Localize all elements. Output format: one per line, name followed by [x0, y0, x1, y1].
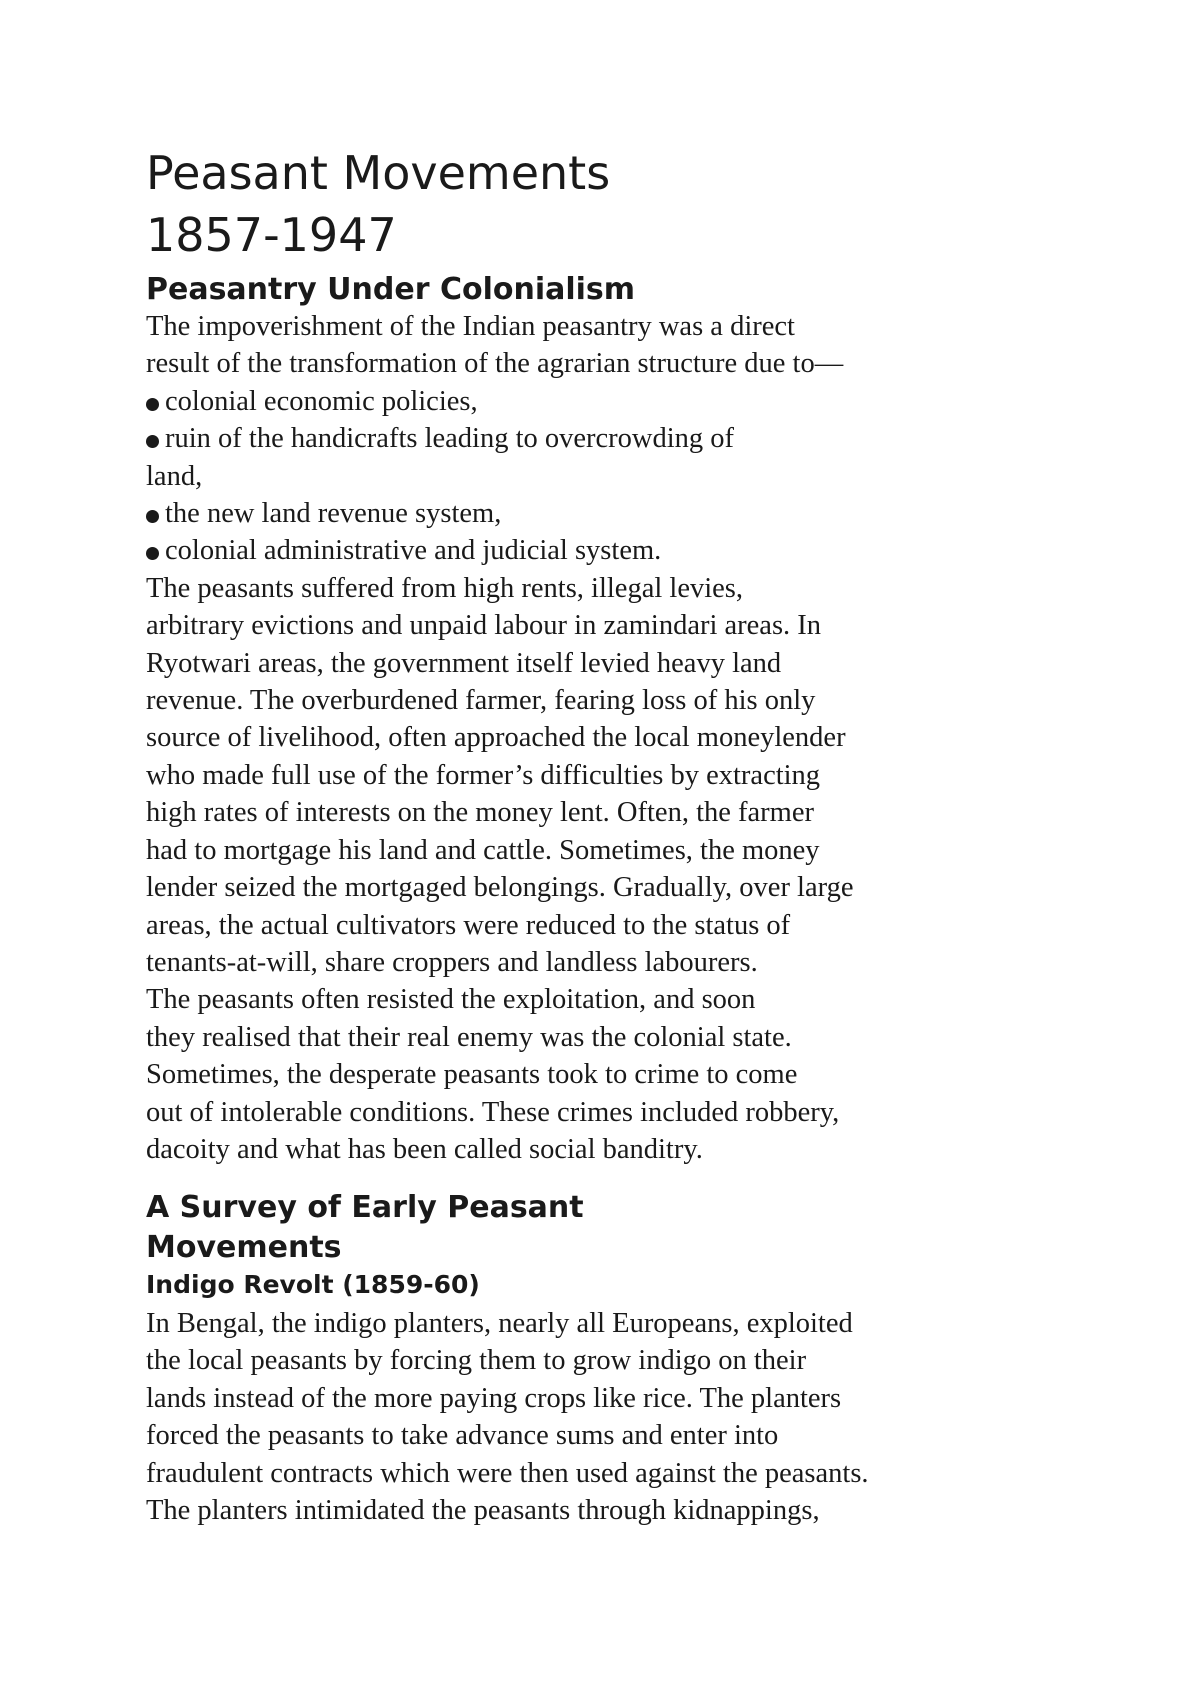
text-line: tenants-at-will, share croppers and landless labourers.: [146, 946, 758, 978]
bullet-text: the new land revenue system,: [165, 498, 502, 530]
section-heading-peasantry: Peasantry Under Colonialism: [146, 272, 636, 307]
bullet-text: colonial administrative and judicial system.: [165, 535, 662, 567]
heading-line: A Survey of Early Peasant: [146, 1190, 584, 1225]
text-line: Sometimes, the desperate peasants took to crime to come: [146, 1059, 798, 1091]
title-line: 1857-1947: [146, 208, 397, 262]
text-line: lands instead of the more paying crops like rice. The planters: [146, 1382, 842, 1414]
bullet-item: [146, 383, 1106, 420]
text-line: dacoity and what has been called social banditry.: [146, 1133, 703, 1165]
text-line: result of the transformation of the agrarian structure due to—: [146, 348, 844, 380]
text-line: In Bengal, the indigo planters, nearly all Europeans, exploited: [146, 1308, 853, 1339]
title-line: Peasant Movements: [146, 146, 611, 200]
text-line: areas, the actual cultivators were reduced to the status of: [146, 909, 791, 941]
text-line: lender seized the mortgaged belongings. Gradually, over large: [146, 872, 854, 904]
bullet-icon: [146, 547, 159, 560]
text-line: The peasants suffered from high rents, illegal levies,: [146, 572, 743, 604]
document-title: [146, 142, 610, 266]
text-line: source of livelihood, often approached the local moneylender: [146, 722, 846, 754]
text-line: The planters intimidated the peasants through kidnappings,: [146, 1495, 820, 1527]
section-heading-survey: [146, 1188, 584, 1268]
text-line: high rates of interests on the money lent. Often, the farmer: [146, 797, 814, 829]
text-line: revenue. The overburdened farmer, fearing loss of his only: [146, 685, 816, 717]
section2-body: [146, 1305, 1106, 1529]
text-line: the local peasants by forcing them to grow indigo on their: [146, 1345, 807, 1377]
text-line: who made full use of the former’s difficulties by extracting: [146, 759, 821, 791]
section1-body: [146, 308, 1106, 1168]
text-line: Ryotwari areas, the government itself levied heavy land: [146, 647, 782, 679]
text-line: they realised that their real enemy was the colonial state.: [146, 1021, 792, 1053]
subheading-indigo-revolt: Indigo Revolt (1859-60): [146, 1270, 480, 1299]
text-line: fraudulent contracts which were then used against the peasants.: [146, 1457, 869, 1489]
text-line: forced the peasants to take advance sums and enter into: [146, 1420, 779, 1452]
text-line: The peasants often resisted the exploitation, and soon: [146, 984, 756, 1016]
text-line: out of intolerable conditions. These crimes included robbery,: [146, 1096, 840, 1128]
bullet-icon: [146, 398, 159, 411]
bullet-item: [146, 420, 1106, 457]
text-line: arbitrary evictions and unpaid labour in zamindari areas. In: [146, 610, 822, 642]
bullet-continuation: land,: [146, 460, 203, 492]
bullet-text: ruin of the handicrafts leading to overcrowding of: [165, 423, 735, 455]
bullet-icon: [146, 435, 159, 448]
text-line: The impoverishment of the Indian peasantry was a direct: [146, 311, 795, 342]
bullet-item: [146, 532, 1106, 569]
bullet-item: [146, 495, 1106, 532]
heading-line: Movements: [146, 1230, 342, 1265]
text-line: had to mortgage his land and cattle. Sometimes, the money: [146, 834, 820, 866]
bullet-text: colonial economic policies,: [165, 385, 478, 417]
bullet-icon: [146, 510, 159, 523]
